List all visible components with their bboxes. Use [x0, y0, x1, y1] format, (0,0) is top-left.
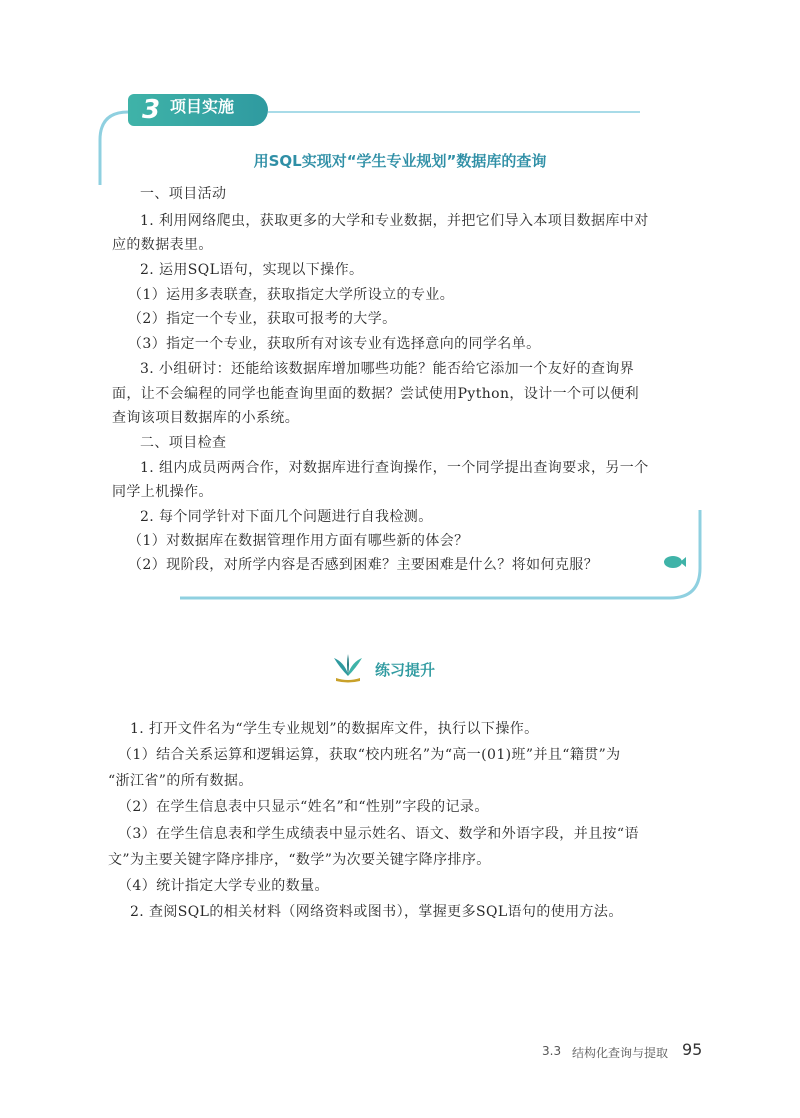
practice-p1: 1. 打开文件名为“学生专业规划”的数据库文件，执行以下操作。 [130, 721, 539, 737]
check2: 2. 每个同学针对下面几个问题进行自我检测。 [140, 509, 433, 525]
section-number: 3 [141, 95, 161, 125]
practice-p1-sub3-line1: （3）在学生信息表和学生成绩表中显示姓名、语文、数学和外语字段，并且按“语 [118, 826, 639, 842]
footer-section-number: 3.3 [542, 1044, 562, 1058]
activities-heading: 一、项目活动 [140, 186, 227, 202]
note-icon [662, 553, 686, 571]
practice-icon [330, 652, 366, 684]
item2-sub2: （2）指定一个专业，获取可报考的大学。 [128, 311, 397, 327]
practice-p1-sub2: （2）在学生信息表中只显示“姓名”和“性别”字段的记录。 [118, 799, 489, 815]
item2: 2. 运用SQL语句，实现以下操作。 [140, 262, 364, 278]
check2-sub2: （2）现阶段，对所学内容是否感到困难？主要困难是什么？将如何克服？ [128, 557, 599, 573]
practice-p1-sub3-line2: 文”为主要关键字降序排序，“数学”为次要关键字降序排序。 [108, 852, 491, 868]
item2-sub1: （1）运用多表联查，获取指定大学所设立的专业。 [128, 287, 455, 303]
practice-p1-sub1-line1: （1）结合关系运算和逻辑运算，获取“校内班名”为“高一(01)班”并且“籍贯”为 [118, 747, 621, 763]
item3-line3: 查询该项目数据库的小系统。 [112, 410, 300, 426]
footer-section-title: 结构化查询与提取 [572, 1046, 669, 1060]
practice-p1-sub1-line2: “浙江省”的所有数据。 [108, 773, 253, 789]
item1-line1: 1. 利用网络爬虫，获取更多的大学和专业数据，并把它们导入本项目数据库中对 [140, 213, 649, 229]
check-heading: 二、项目检查 [140, 435, 227, 451]
activity-title: 用SQL实现对“学生专业规划”数据库的查询 [253, 152, 547, 170]
practice-p1-sub4: （4）统计指定大学专业的数量。 [118, 878, 329, 894]
item1-line2: 应的数据表里。 [112, 237, 213, 253]
item2-sub3: （3）指定一个专业，获取所有对该专业有选择意向的同学名单。 [128, 336, 541, 352]
practice-p2: 2. 查阅SQL的相关材料（网络资料或图书），掌握更多SQL语句的使用方法。 [130, 904, 623, 920]
item3-line2: 面，让不会编程的同学也能查询里面的数据？尝试使用Python，设计一个可以便利 [112, 386, 640, 402]
check1-line2: 同学上机操作。 [112, 484, 213, 500]
check2-sub1: （1）对数据库在数据管理作用方面有哪些新的体会？ [128, 533, 469, 549]
page-number: 95 [682, 1040, 703, 1059]
item3-line1: 3. 小组研讨：还能给该数据库增加哪些功能？能否给它添加一个友好的查询界 [140, 361, 635, 377]
section-label: 项目实施 [170, 97, 235, 116]
practice-title: 练习提升 [375, 661, 436, 679]
check1-line1: 1. 组内成员两两合作，对数据库进行查询操作，一个同学提出查询要求，另一个 [140, 460, 649, 476]
